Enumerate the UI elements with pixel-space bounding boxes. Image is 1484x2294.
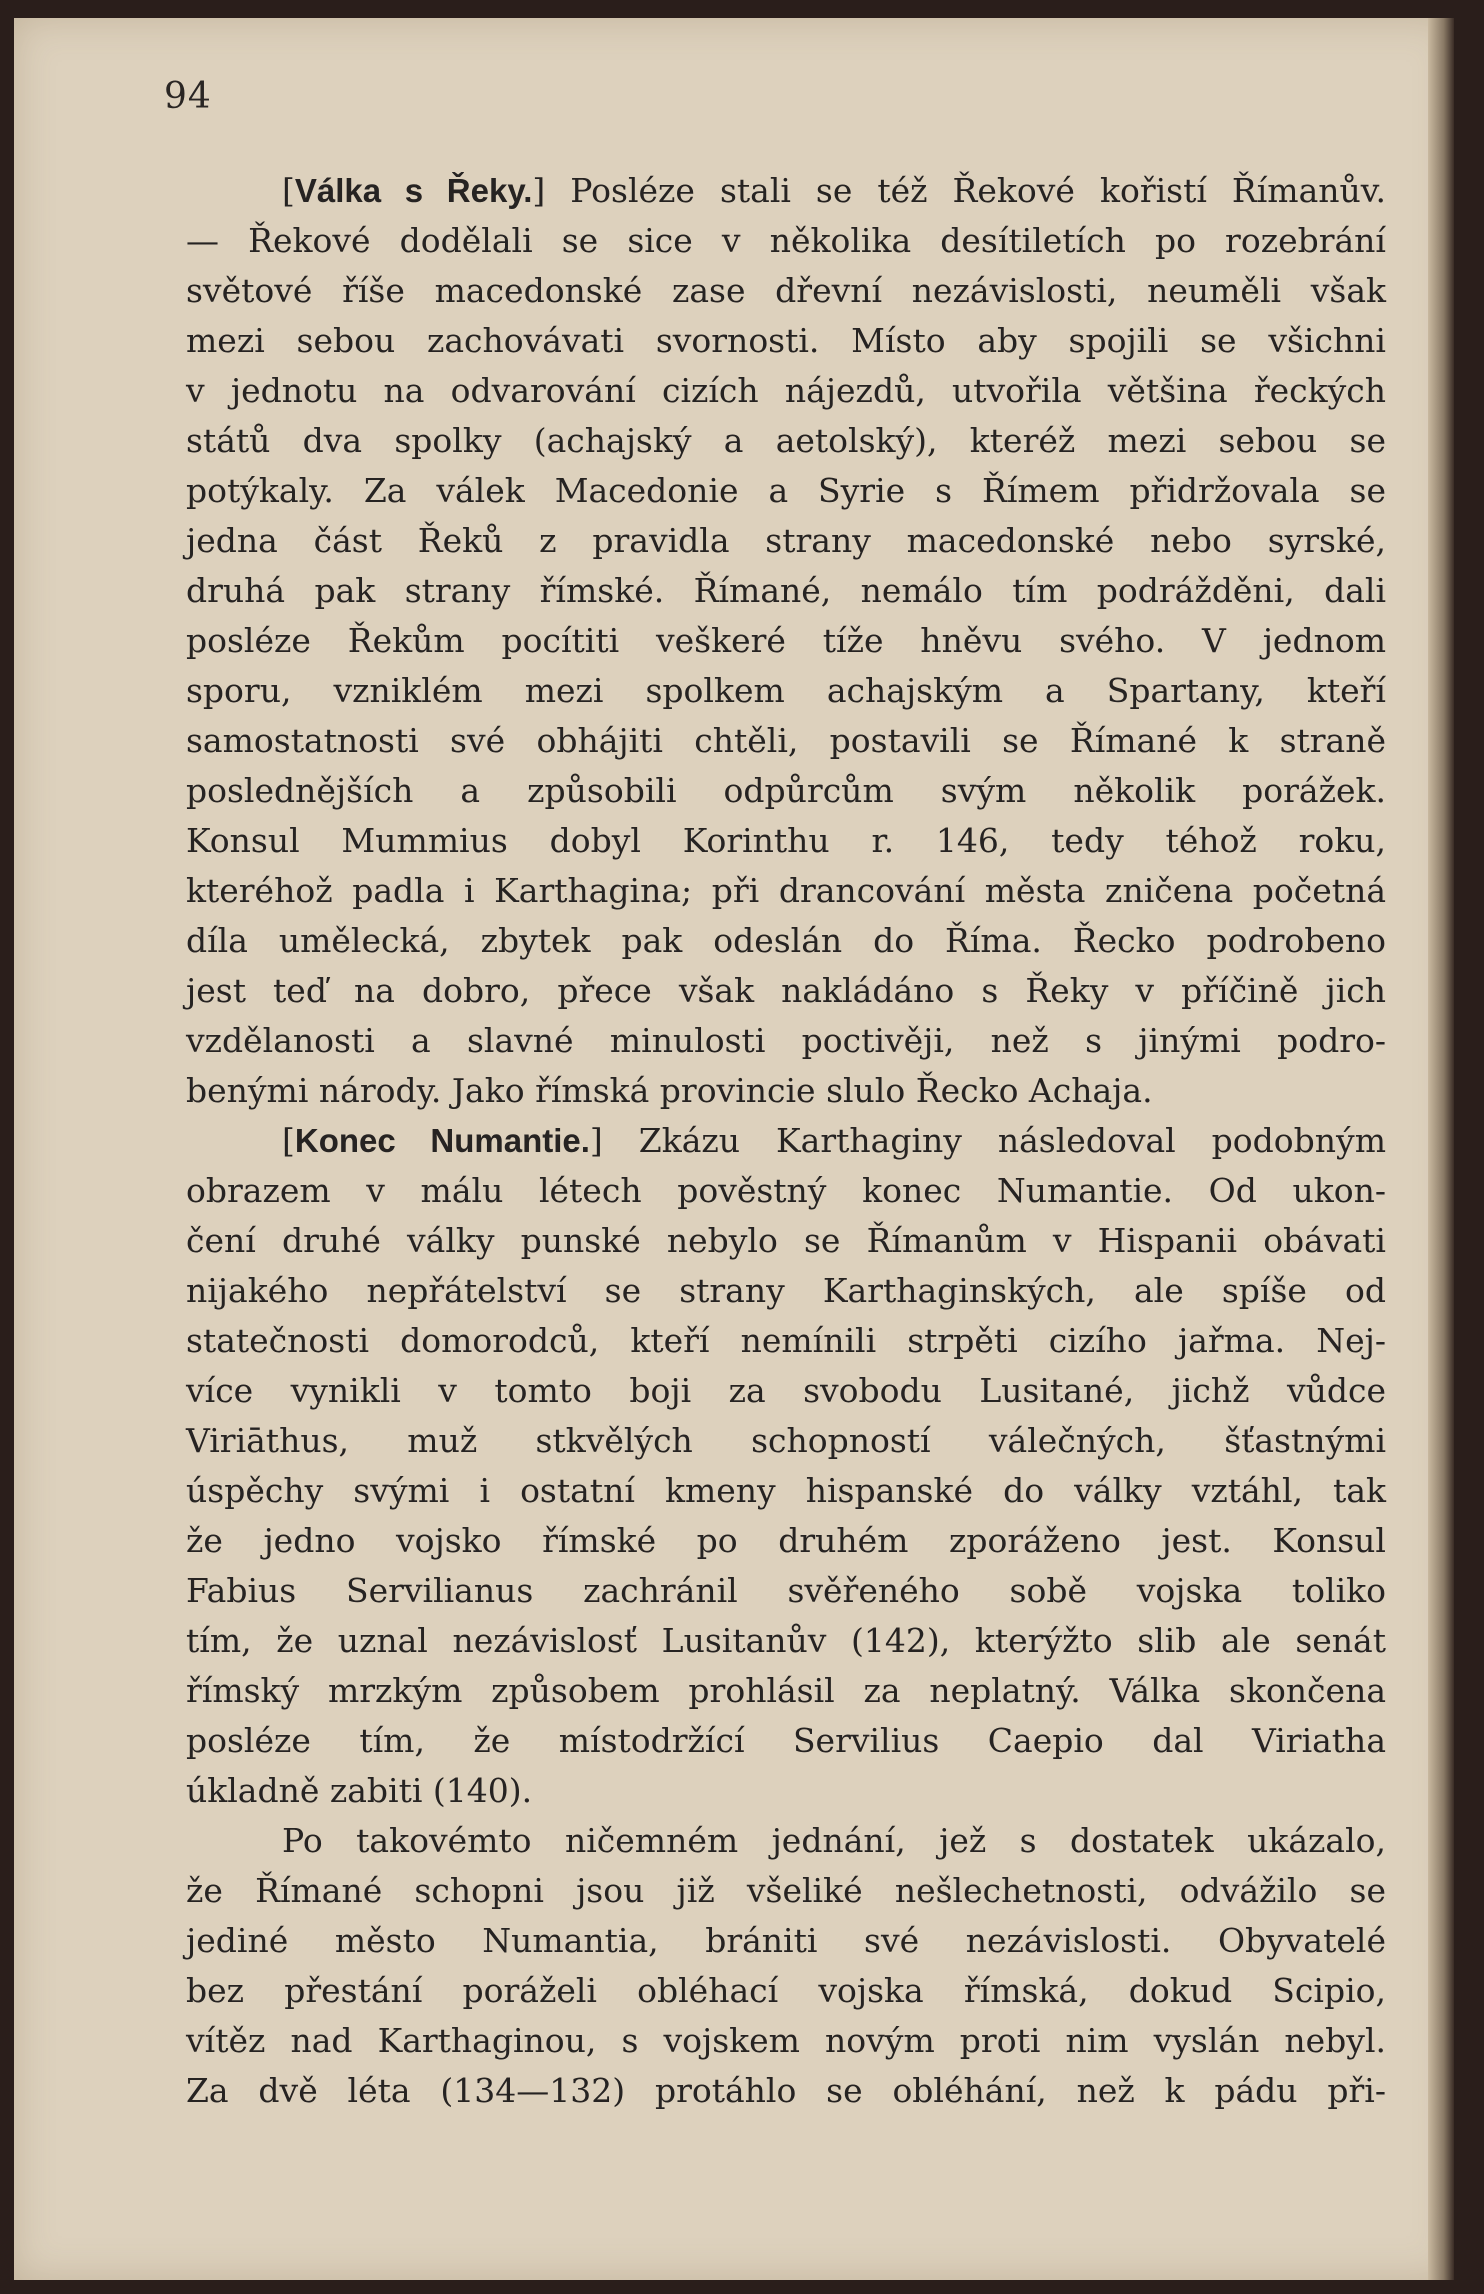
text-line: států dva spolky (achajský a aetolský), kteréž mezi sebou se — [186, 421, 1386, 460]
page-number: 94 — [164, 76, 212, 117]
text-line: benými národy. Jako římská provincie slulo Řecko Achaja. — [186, 1071, 1153, 1110]
section-heading: Konec Numantie. — [294, 1122, 590, 1159]
paragraph-konec-numantie — [186, 1116, 1386, 1816]
text-line: nijakého nepřátelství se strany Karthaginských, ale spíše od — [186, 1271, 1386, 1310]
text-line: samostatnosti své obhájiti chtěli, postavili se Římané k straně — [186, 721, 1386, 760]
text-line: že Římané schopni jsou již všeliké nešlechetnosti, odvážilo se — [186, 1871, 1386, 1910]
text-line: potýkaly. Za válek Macedonie a Syrie s Římem přidržovala se — [186, 471, 1386, 510]
text-line: více vynikli v tomto boji za svobodu Lusitané, jichž vůdce — [186, 1371, 1386, 1410]
text-line: jediné město Numantia, brániti své nezávislosti. Obyvatelé — [186, 1921, 1386, 1960]
text-line: sporu, vzniklém mezi spolkem achajským a Spartany, kteří — [186, 671, 1386, 710]
text-line: tím, že uznal nezávislosť Lusitanův (142), kterýžto slib ale senát — [186, 1621, 1386, 1660]
text-line: mezi sebou zachovávati svornosti. Místo aby spojili se všichni — [186, 321, 1386, 360]
text-line: vzdělanosti a slavné minulosti poctivěji, než s jinými podro- — [186, 1021, 1386, 1060]
text-line: obrazem v málu létech pověstný konec Numantie. Od ukon- — [186, 1171, 1386, 1210]
text-line: jest teď na dobro, přece však nakládáno s Řeky v příčině jich — [186, 971, 1386, 1010]
text-line: kteréhož padla i Karthagina; při drancování města zničena početná — [186, 871, 1386, 910]
text-line: úkladně zabiti (140). — [186, 1771, 533, 1810]
text-line-rest: ] Posléze stali se též Řekové kořistí Římanův. — [532, 171, 1386, 210]
text-line: že jedno vojsko římské po druhém zporáženo jest. Konsul — [186, 1521, 1386, 1560]
page-text — [186, 166, 1386, 2116]
text-line: posléze tím, že místodržící Servilius Caepio dal Viriatha — [186, 1721, 1386, 1760]
text-line: Konsul Mummius dobyl Korinthu r. 146, tedy téhož roku, — [186, 821, 1386, 860]
book-spine-shadow — [1428, 18, 1454, 2280]
text-line: jedna část Řeků z pravidla strany macedonské nebo syrské, — [186, 521, 1386, 560]
text-line: čení druhé války punské nebylo se Římanům v Hispanii obávati — [186, 1221, 1386, 1260]
text-line: statečnosti domorodců, kteří nemínili strpěti cizího jařma. Nej- — [186, 1321, 1386, 1360]
text-line-rest: ] Zkázu Karthaginy následoval podobným — [589, 1121, 1386, 1160]
paragraph-valka-s-reky — [186, 166, 1386, 1116]
text-line — [186, 166, 1386, 216]
text-line: úspěchy svými i ostatní kmeny hispanské do války vztáhl, tak — [186, 1471, 1386, 1510]
text-line: — Řekové dodělali se sice v několika desítiletích po rozebrání — [186, 221, 1386, 260]
section-heading: Válka s Řeky. — [294, 172, 533, 209]
text-line — [186, 1116, 1386, 1166]
text-line: Fabius Servilianus zachránil svěřeného sobě vojska toliko — [186, 1571, 1386, 1610]
text-line: vítěz nad Karthaginou, s vojskem novým proti nim vyslán nebyl. — [186, 2021, 1386, 2060]
text-line: v jednotu na odvarování cizích nájezdů, utvořila většina řeckých — [186, 371, 1386, 410]
text-line: Viriāthus, muž stkvělých schopností válečných, šťastnými — [186, 1421, 1386, 1460]
text-line: světové říše macedonské zase dřevní nezávislosti, neuměli však — [186, 271, 1386, 310]
text-line: posléze Řekům pocítiti veškeré tíže hněvu svého. V jednom — [186, 621, 1386, 660]
text-line: díla umělecká, zbytek pak odeslán do Říma. Řecko podrobeno — [186, 921, 1386, 960]
text-line: římský mrzkým způsobem prohlásil za neplatný. Válka skončena — [186, 1671, 1386, 1710]
text-line: poslednějších a způsobili odpůrcům svým několik porážek. — [186, 771, 1386, 810]
heading-bracket-open: [ — [282, 1121, 295, 1160]
text-line: Po takovémto ničemném jednání, jež s dostatek ukázalo, — [282, 1821, 1386, 1860]
text-line: Za dvě léta (134—132) protáhlo se obléhání, než k pádu při- — [186, 2071, 1386, 2110]
text-line: druhá pak strany římské. Římané, nemálo tím podrážděni, dali — [186, 571, 1386, 610]
paragraph-numantia-siege — [186, 1816, 1386, 2116]
text-line: bez přestání poráželi obléhací vojska římská, dokud Scipio, — [186, 1971, 1386, 2010]
heading-bracket-open: [ — [282, 171, 295, 210]
book-page — [14, 18, 1454, 2280]
